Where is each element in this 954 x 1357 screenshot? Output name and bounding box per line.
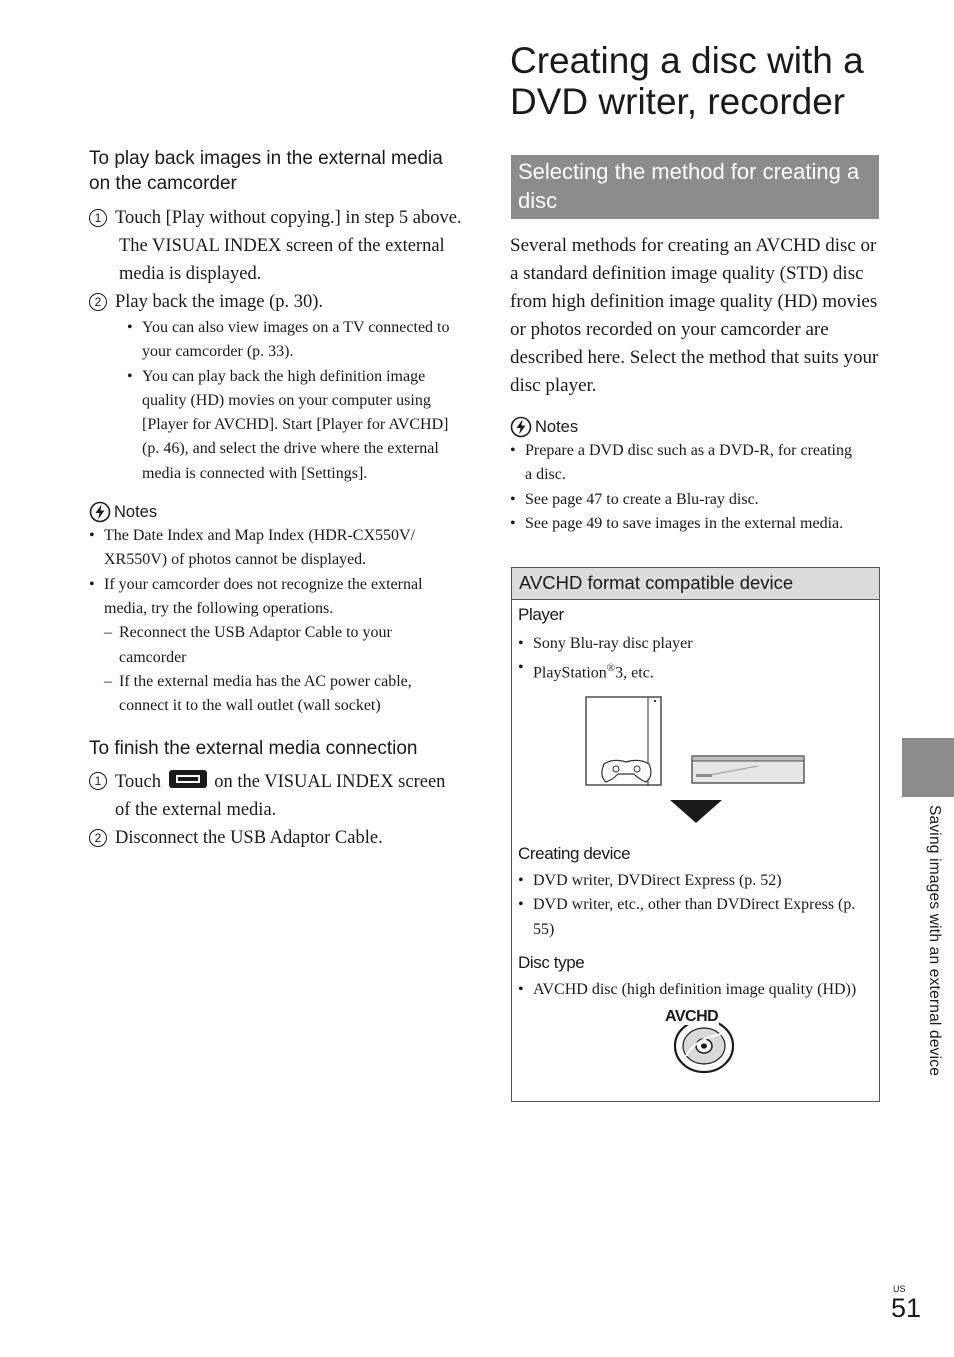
list-item: • See page 49 to save images in the external media. xyxy=(510,514,844,532)
side-tab-label: Saving images with an external device xyxy=(926,805,943,1077)
list-item: • PlayStation®3, etc. xyxy=(518,659,654,682)
list-item: • You can also view images on a TV connected to your camcorder (p. 33). xyxy=(127,319,450,361)
step-number-circle: 1 xyxy=(89,209,107,227)
step-number-circle: 1 xyxy=(89,772,107,790)
player-label: Player xyxy=(518,605,564,624)
page-title: Creating a disc with a DVD writer, recorder xyxy=(510,40,864,122)
notes-list xyxy=(89,524,461,718)
step-number-circle: 2 xyxy=(89,293,107,311)
list-item: • DVD writer, DVDirect Express (p. 52) xyxy=(518,871,782,889)
notes-icon xyxy=(89,501,111,523)
avchd-logo xyxy=(664,1008,744,1076)
step-2 xyxy=(89,288,464,316)
step-1-text: Touch [Play without copying.] in step 5 above. xyxy=(115,208,462,228)
avchd-logo-text: AVCHD xyxy=(665,1008,719,1026)
camera-mode-icon xyxy=(168,767,208,791)
step-1-note: The VISUAL INDEX screen of the external media is displayed. xyxy=(119,236,445,284)
list-item: • If your camcorder does not recognize the external media, try the following operations. xyxy=(89,575,423,617)
section-heading-finish: To finish the external media connection xyxy=(89,738,418,760)
list-item: • DVD writer, etc., other than DVDirect Express (p. 55) xyxy=(518,896,856,938)
disc-type-label: Disc type xyxy=(518,952,585,972)
playstation-console-image xyxy=(586,697,661,785)
notes-heading: Notes xyxy=(510,415,882,439)
intro-paragraph: Several methods for creating an AVCHD disc or a standard definition image quality (STD) disc from high definition image quality (HD) movies or photos recorded on your camcorder are described here. Select the method that suits your disc player. xyxy=(510,235,879,396)
step-2-text: Play back the image (p. 30). xyxy=(115,292,324,312)
list-item: • Prepare a DVD disc such as a DVD-R, for creating a disc. xyxy=(510,442,852,484)
finish-step-1: 1 Touch on the VISUAL INDEX screen of the external media. xyxy=(89,767,464,824)
device-illustration xyxy=(518,694,873,829)
side-tab-marker xyxy=(902,738,954,797)
section-heading-playback: To play back images in the external media on the camcorder xyxy=(89,148,443,194)
notes-icon xyxy=(510,416,532,438)
finish-step-2: 2 Disconnect the USB Adaptor Cable. xyxy=(89,824,464,852)
list-item: • See page 47 to create a Blu-ray disc. xyxy=(510,490,759,508)
arrow-down-icon xyxy=(670,800,722,823)
step-1 xyxy=(89,204,464,232)
box-title: AVCHD format compatible device xyxy=(512,568,879,600)
list-item: – Reconnect the USB Adaptor Cable to your camcorder xyxy=(104,624,392,666)
section-banner: Selecting the method for creating a disc xyxy=(511,155,879,219)
step-2-bullets xyxy=(89,316,457,486)
creating-device-label: Creating device xyxy=(518,843,631,863)
list-item: • The Date Index and Map Index (HDR-CX550V/ XR550V) of photos cannot be displayed. xyxy=(89,527,416,569)
page-region: US xyxy=(893,1284,906,1294)
list-item: • Sony Blu-ray disc player xyxy=(518,635,693,652)
notes-heading: Notes xyxy=(89,500,464,524)
left-column xyxy=(89,146,464,852)
avchd-device-box xyxy=(511,567,880,1102)
bluray-player-image xyxy=(692,756,804,783)
page-number: 51 xyxy=(891,1293,922,1323)
right-notes xyxy=(510,415,882,536)
list-item: – If the external media has the AC power cable, connect it to the wall outlet (wall socket) xyxy=(104,672,412,715)
step-number-circle: 2 xyxy=(89,829,107,847)
list-item: • You can play back the high definition image quality (HD) movies on your computer using [Player for AVCHD]. Start [Player for AVCHD] (p. 46), and select the drive where the external media is connected with [Settings]. xyxy=(127,367,449,482)
list-item: • AVCHD disc (high definition image quality (HD)) xyxy=(518,980,857,998)
